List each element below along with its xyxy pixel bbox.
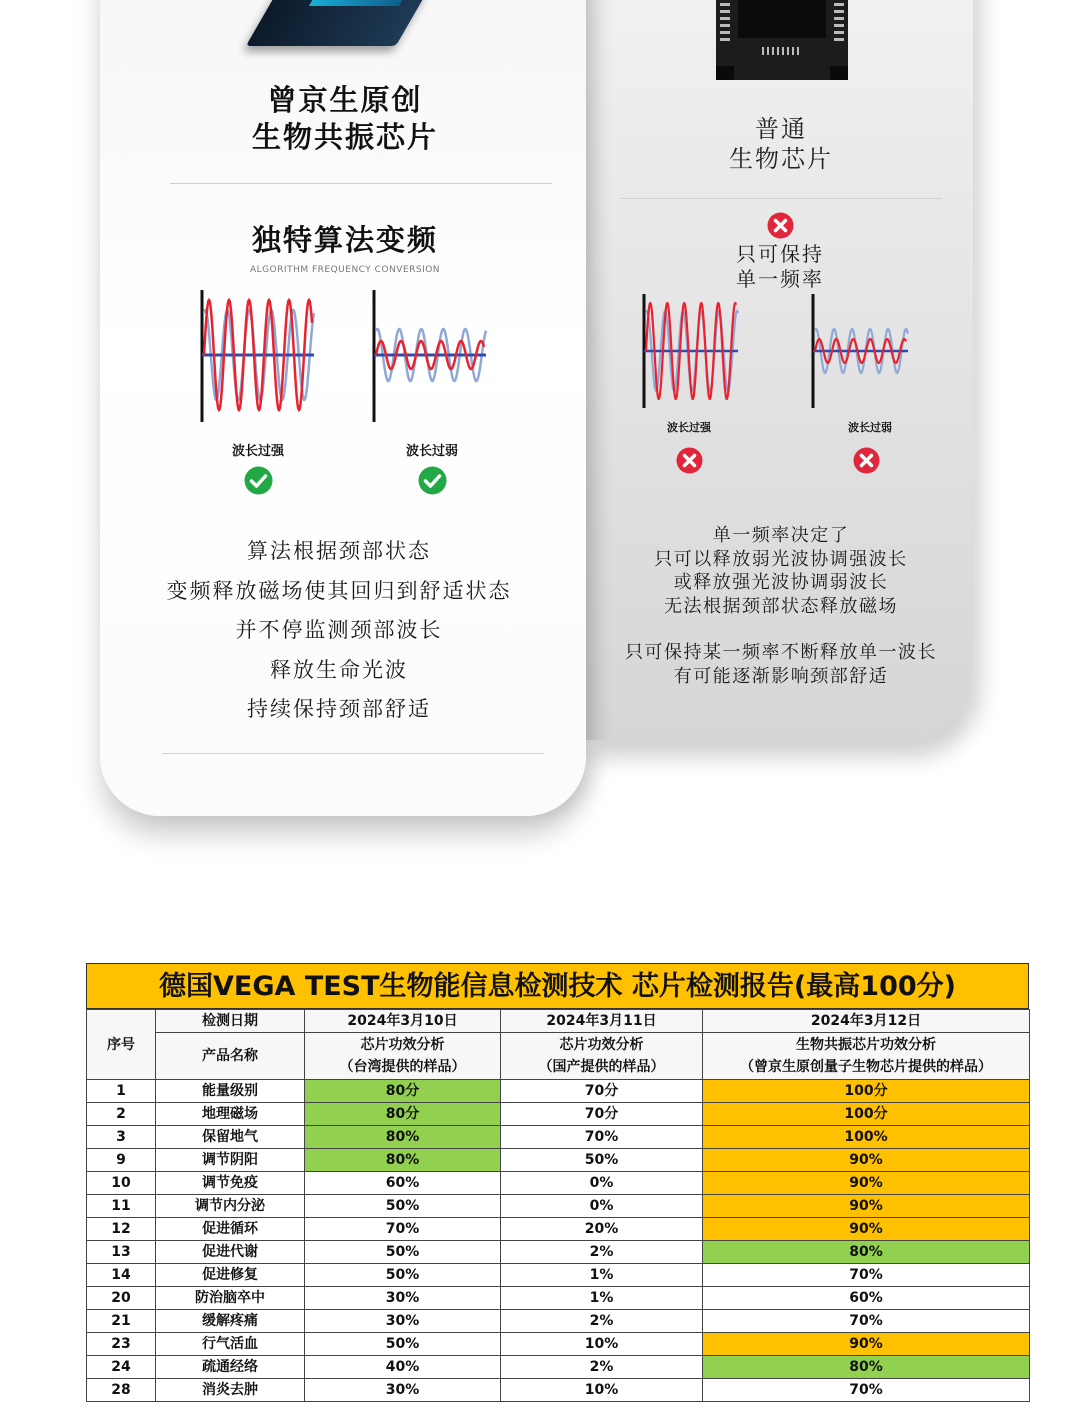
check-circle-icon bbox=[244, 466, 273, 495]
standard-chip-image bbox=[716, 0, 848, 80]
score-cell-resonance: 100分 bbox=[703, 1080, 1030, 1103]
cross-circle-icon bbox=[853, 447, 880, 474]
standard-chip-feature: 只可保持 单一频率 bbox=[736, 242, 824, 291]
strong-wave-graph bbox=[638, 292, 748, 412]
score-cell-domestic: 70分 bbox=[501, 1080, 703, 1103]
table-header-row bbox=[87, 1010, 1030, 1033]
score-cell-taiwan: 50% bbox=[305, 1333, 501, 1356]
table-row bbox=[87, 1149, 1030, 1172]
wave-weak-label: 波长过弱 bbox=[848, 421, 892, 434]
item-name-cell: 防治脑卒中 bbox=[156, 1287, 305, 1310]
score-cell-taiwan: 30% bbox=[305, 1310, 501, 1333]
date-cell: 2024年3月10日 bbox=[305, 1010, 501, 1033]
wave-strong-label: 波长过强 bbox=[667, 421, 711, 434]
score-cell-taiwan: 80分 bbox=[305, 1103, 501, 1126]
divider bbox=[620, 198, 942, 199]
item-name-cell: 促进修复 bbox=[156, 1264, 305, 1287]
index-cell: 1 bbox=[87, 1080, 156, 1103]
feature-subtitle: ALGORITHM FREQUENCY CONVERSION bbox=[249, 265, 441, 275]
standard-chip-name: 普通 生物芯片 bbox=[729, 115, 833, 173]
report-table bbox=[86, 1009, 1030, 1402]
score-cell-taiwan: 80% bbox=[305, 1149, 501, 1172]
score-cell-resonance: 90% bbox=[703, 1195, 1030, 1218]
item-name-cell: 保留地气 bbox=[156, 1126, 305, 1149]
cross-circle-icon bbox=[767, 212, 794, 239]
score-cell-resonance: 80% bbox=[703, 1241, 1030, 1264]
table-row bbox=[87, 1356, 1030, 1379]
date-header: 检测日期 bbox=[156, 1010, 305, 1033]
standard-chip-note: 只可保持某一频率不断释放单一波长 有可能逐渐影响颈部舒适 bbox=[625, 642, 937, 687]
score-cell-taiwan: 70% bbox=[305, 1218, 501, 1241]
test-report bbox=[86, 963, 1029, 1402]
score-cell-resonance: 60% bbox=[703, 1287, 1030, 1310]
index-header: 序号 bbox=[87, 1010, 156, 1080]
item-name-cell: 地理磁场 bbox=[156, 1103, 305, 1126]
score-cell-resonance: 90% bbox=[703, 1218, 1030, 1241]
item-name-cell: 促进循环 bbox=[156, 1218, 305, 1241]
product-header: 产品名称 bbox=[156, 1033, 305, 1080]
index-cell: 2 bbox=[87, 1103, 156, 1126]
index-cell: 24 bbox=[87, 1356, 156, 1379]
item-name-cell: 消炎去肿 bbox=[156, 1379, 305, 1402]
item-name-cell: 调节内分泌 bbox=[156, 1195, 305, 1218]
item-name-cell: 疏通经络 bbox=[156, 1356, 305, 1379]
report-title: 德国VEGA TEST生物能信息检测技术 芯片检测报告(最高100分) bbox=[86, 963, 1029, 1009]
score-cell-resonance: 70% bbox=[703, 1310, 1030, 1333]
index-cell: 3 bbox=[87, 1126, 156, 1149]
score-cell-domestic: 10% bbox=[501, 1379, 703, 1402]
table-row bbox=[87, 1126, 1030, 1149]
score-cell-domestic: 70分 bbox=[501, 1103, 703, 1126]
score-cell-resonance: 70% bbox=[703, 1379, 1030, 1402]
score-cell-taiwan: 80% bbox=[305, 1126, 501, 1149]
wave-strong-label: 波长过强 bbox=[231, 444, 284, 459]
standard-chip-description: 单一频率决定了 只可以释放弱光波协调强波长 或释放强光波协调弱波长 无法根据颈部状态释放磁场 bbox=[654, 525, 908, 617]
item-name-cell: 行气活血 bbox=[156, 1333, 305, 1356]
score-cell-domestic: 50% bbox=[501, 1149, 703, 1172]
check-circle-icon bbox=[418, 466, 447, 495]
item-name-cell: 调节阴阳 bbox=[156, 1149, 305, 1172]
index-cell: 10 bbox=[87, 1172, 156, 1195]
index-cell: 28 bbox=[87, 1379, 156, 1402]
wave-weak-label: 波长过弱 bbox=[405, 444, 458, 459]
score-cell-domestic: 2% bbox=[501, 1310, 703, 1333]
score-cell-resonance: 100% bbox=[703, 1126, 1030, 1149]
sample-header: 芯片功效分析 （台湾提供的样品） bbox=[305, 1033, 501, 1080]
score-cell-resonance: 90% bbox=[703, 1149, 1030, 1172]
date-cell: 2024年3月11日 bbox=[501, 1010, 703, 1033]
cross-circle-icon bbox=[676, 447, 703, 474]
score-cell-domestic: 70% bbox=[501, 1126, 703, 1149]
score-cell-taiwan: 50% bbox=[305, 1241, 501, 1264]
score-cell-domestic: 2% bbox=[501, 1241, 703, 1264]
table-row bbox=[87, 1080, 1030, 1103]
table-row bbox=[87, 1172, 1030, 1195]
score-cell-domestic: 10% bbox=[501, 1333, 703, 1356]
table-row bbox=[87, 1218, 1030, 1241]
date-cell: 2024年3月12日 bbox=[703, 1010, 1030, 1033]
table-row bbox=[87, 1264, 1030, 1287]
score-cell-domestic: 1% bbox=[501, 1264, 703, 1287]
score-cell-taiwan: 30% bbox=[305, 1287, 501, 1310]
table-header-row bbox=[87, 1033, 1030, 1080]
divider bbox=[170, 183, 552, 184]
table-row bbox=[87, 1241, 1030, 1264]
resonance-chip-name: 曾京生原创 生物共振芯片 bbox=[251, 83, 438, 154]
index-cell: 21 bbox=[87, 1310, 156, 1333]
item-name-cell: 缓解疼痛 bbox=[156, 1310, 305, 1333]
table-row bbox=[87, 1195, 1030, 1218]
score-cell-taiwan: 80分 bbox=[305, 1080, 501, 1103]
score-cell-resonance: 80% bbox=[703, 1356, 1030, 1379]
score-cell-domestic: 0% bbox=[501, 1172, 703, 1195]
divider bbox=[162, 753, 544, 754]
resonance-chip-description: 算法根据颈部状态 变频释放磁场使其回归到舒适状态 并不停监测颈部波长 释放生命光波 持续保持颈部舒适 bbox=[166, 539, 512, 721]
feature-title: 独特算法变频 bbox=[251, 223, 438, 257]
score-cell-resonance: 100分 bbox=[703, 1103, 1030, 1126]
strong-wave-graph bbox=[196, 288, 326, 426]
score-cell-taiwan: 40% bbox=[305, 1356, 501, 1379]
score-cell-domestic: 20% bbox=[501, 1218, 703, 1241]
index-cell: 14 bbox=[87, 1264, 156, 1287]
index-cell: 9 bbox=[87, 1149, 156, 1172]
item-name-cell: 调节免疫 bbox=[156, 1172, 305, 1195]
sample-header: 芯片功效分析 （国产提供的样品） bbox=[501, 1033, 703, 1080]
score-cell-resonance: 90% bbox=[703, 1333, 1030, 1356]
score-cell-domestic: 1% bbox=[501, 1287, 703, 1310]
score-cell-domestic: 0% bbox=[501, 1195, 703, 1218]
index-cell: 20 bbox=[87, 1287, 156, 1310]
index-cell: 11 bbox=[87, 1195, 156, 1218]
score-cell-resonance: 70% bbox=[703, 1264, 1030, 1287]
table-row bbox=[87, 1333, 1030, 1356]
table-row bbox=[87, 1379, 1030, 1402]
table-row bbox=[87, 1287, 1030, 1310]
score-cell-taiwan: 50% bbox=[305, 1195, 501, 1218]
score-cell-taiwan: 50% bbox=[305, 1264, 501, 1287]
score-cell-taiwan: 30% bbox=[305, 1379, 501, 1402]
sample-header: 生物共振芯片功效分析 （曾京生原创量子生物芯片提供的样品） bbox=[703, 1033, 1030, 1080]
table-row bbox=[87, 1310, 1030, 1333]
index-cell: 12 bbox=[87, 1218, 156, 1241]
index-cell: 13 bbox=[87, 1241, 156, 1264]
index-cell: 23 bbox=[87, 1333, 156, 1356]
weak-wave-graph bbox=[808, 292, 918, 412]
item-name-cell: 促进代谢 bbox=[156, 1241, 305, 1264]
score-cell-resonance: 90% bbox=[703, 1172, 1030, 1195]
score-cell-taiwan: 60% bbox=[305, 1172, 501, 1195]
table-row bbox=[87, 1103, 1030, 1126]
weak-wave-graph bbox=[366, 288, 496, 426]
score-cell-domestic: 2% bbox=[501, 1356, 703, 1379]
item-name-cell: 能量级别 bbox=[156, 1080, 305, 1103]
